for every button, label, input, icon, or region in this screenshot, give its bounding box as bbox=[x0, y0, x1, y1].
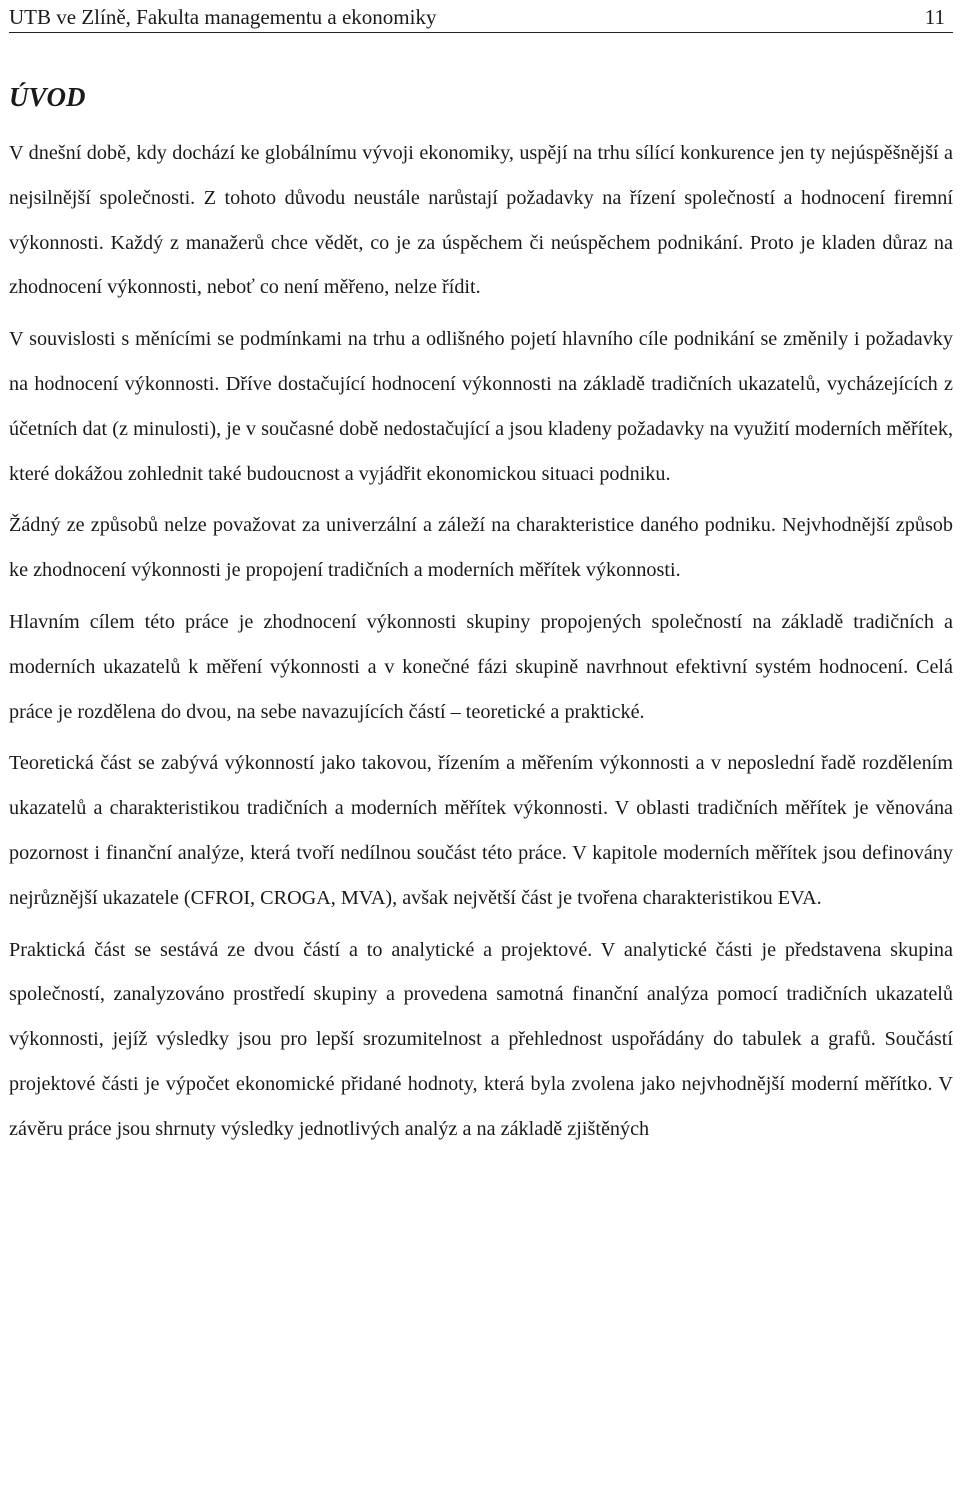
header-title: UTB ve Zlíně, Fakulta managementu a ekonomiky bbox=[9, 5, 437, 29]
page-header bbox=[9, 0, 953, 30]
paragraph: Hlavním cílem této práce je zhodnocení výkonnosti skupiny propojených společností na základě tradičních a moderních ukazatelů k měření výkonnosti a v konečné fázi skupině navrhnout efektivní systém hodnocení. Celá práce je rozdělena do dvou, na sebe navazujících částí – teoretické a praktické. bbox=[9, 610, 953, 723]
paragraph: V dnešní době, kdy dochází ke globálnímu vývoji ekonomiky, uspějí na trhu sílící konkurence jen ty nejúspěšnější a nejsilnější společnosti. Z tohoto důvodu neustále narůstají požadavky na řízení společností a hodnocení firemní výkonnosti. Každý z manažerů chce vědět, co je za úspěchem či neúspěchem podnikání. Proto je kladen důraz na zhodnocení výkonnosti, neboť co není měřeno, nelze řídit. bbox=[9, 142, 953, 299]
paragraph: Teoretická část se zabývá výkonností jako takovou, řízením a měřením výkonnosti a v neposlední řadě rozdělením ukazatelů a charakteristikou tradičních a moderních měřítek výkonnosti. V oblasti tradičních měřítek je věnována pozornost i finanční analýze, která tvoří nedílnou součást této práce. V kapitole moderních měřítek jsou definovány nejrůznější ukazatele (CFROI, CROGA, MVA), avšak největší část je tvořena charakteristikou EVA. bbox=[9, 752, 953, 909]
paragraph: Praktická část se sestává ze dvou částí a to analytické a projektové. V analytické části je představena skupina společností, zanalyzováno prostředí skupiny a provedena samotná finanční analýza pomocí tradičních ukazatelů výkonnosti, jejíž výsledky jsou pro lepší srozumitelnost a přehlednost uspořádány do tabulek a grafů. Součástí projektové části je výpočet ekonomické přidané hodnoty, která byla zvolena jako nejvhodnější moderní měřítko. V závěru práce jsou shrnuty výsledky jednotlivých analýz a na základě zjištěných bbox=[9, 938, 953, 1140]
paragraph: Žádný ze způsobů nelze považovat za univerzální a záleží na charakteristice daného podniku. Nejvhodnější způsob ke zhodnocení výkonnosti je propojení tradičních a moderních měřítek výkonnosti. bbox=[9, 514, 953, 582]
header-divider bbox=[9, 32, 953, 33]
document-body bbox=[9, 131, 953, 1152]
document-page bbox=[9, 0, 953, 1152]
page-number: 11 bbox=[924, 5, 945, 29]
paragraph: V souvislosti s měnícími se podmínkami na trhu a odlišného pojetí hlavního cíle podnikání se změnily i požadavky na hodnocení výkonnosti. Dříve dostačující hodnocení výkonnosti na základě tradičních ukazatelů, vycházejících z účetních dat (z minulosti), je v současné době nedostačující a jsou kladeny požadavky na využití moderních měřítek, které dokážou zohlednit také budoucnost a vyjádřit ekonomickou situaci podniku. bbox=[9, 328, 953, 485]
section-title: ÚVOD bbox=[9, 82, 86, 112]
